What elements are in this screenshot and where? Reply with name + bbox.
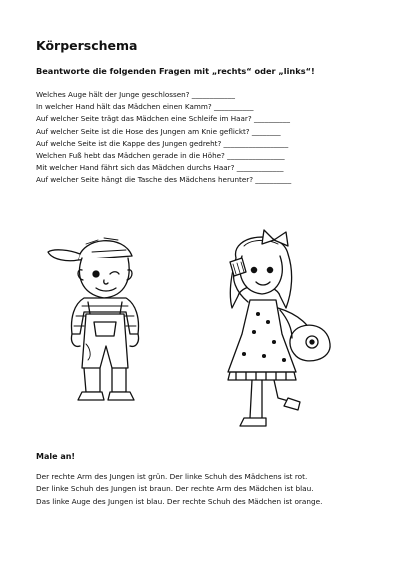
girl-illustration: [228, 230, 330, 426]
question-item: Welchen Fuß hebt das Mädchen gerade in die Höhe? ________________: [36, 151, 285, 161]
coloring-line: Der linke Schuh des Jungen ist braun. Der rechte Arm des Mädchen ist blau.: [36, 484, 314, 494]
boy-illustration: [48, 238, 139, 400]
question-list: [36, 89, 291, 187]
question-item: In welcher Hand hält das Mädchen einen Kamm? ___________: [36, 102, 254, 112]
instruction: Beantworte die folgenden Fragen mit „rechts“ oder „links“!: [36, 66, 315, 76]
illustrations: [30, 222, 370, 444]
coloring-line: Der rechte Arm des Jungen ist grün. Der linke Schuh des Mädchens ist rot.: [36, 472, 308, 481]
page-title: Körperschema: [36, 38, 138, 53]
question-item: Auf welcher Seite trägt das Mädchen eine Schleife im Haar? __________: [36, 114, 290, 124]
coloring-heading: Male an!: [36, 452, 76, 461]
question-item: Auf welche Seite ist die Kappe des Jungen gedreht? __________________: [36, 138, 289, 148]
question-item: Welches Auge hält der Junge geschlossen? ____________: [36, 90, 235, 99]
coloring-instructions: [36, 471, 322, 508]
question-item: Mit welcher Hand fährt sich das Mädchen durchs Haar? _____________: [36, 163, 284, 173]
question-item: Auf welcher Seite hängt die Tasche des Mädchens herunter? __________: [36, 175, 292, 185]
coloring-line: Das linke Auge des Jungen ist blau. Der rechte Schuh des Mädchen ist orange.: [36, 496, 323, 506]
question-item: Auf welcher Seite ist die Hose des Jungen am Knie geflickt? ________: [36, 126, 281, 136]
